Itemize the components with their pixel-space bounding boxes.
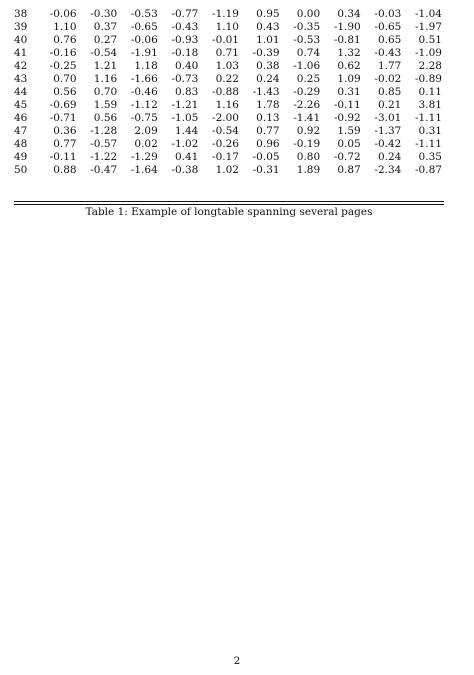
table-cell: -0.30 [90, 8, 118, 20]
table-cell: 0.80 [296, 151, 321, 163]
table-cell: 0.88 [53, 164, 77, 176]
table-cell: -1.97 [415, 21, 442, 33]
table-cell: -1.05 [171, 112, 199, 124]
table-cell: -0.17 [212, 151, 239, 163]
table-cell: -1.11 [415, 138, 442, 150]
row-index: 44 [14, 86, 28, 98]
table-cell: -0.57 [90, 138, 118, 150]
table-cell: -0.38 [171, 164, 199, 176]
table-cell: 0.21 [377, 99, 402, 111]
table-cell: -1.90 [333, 21, 361, 33]
table-cell: 0.27 [93, 34, 118, 46]
table-cell: -0.42 [374, 138, 402, 150]
table-cell: 1.89 [296, 164, 321, 176]
table-cell: -0.35 [293, 21, 321, 33]
table-row [14, 151, 442, 164]
table-cell: -0.54 [90, 47, 118, 59]
table-cell: 1.10 [53, 21, 77, 33]
table-cell: 1.10 [215, 21, 239, 33]
table-cell: 0.71 [215, 47, 239, 59]
table-cell: -1.37 [374, 125, 402, 137]
table-cell: 1.59 [337, 125, 361, 137]
table-cell: -0.87 [415, 164, 442, 176]
table-cell: 0.56 [93, 112, 118, 124]
table-cell: -0.03 [374, 8, 402, 20]
row-index: 46 [14, 112, 28, 124]
table-cell: 3.81 [418, 99, 442, 111]
table-cell: 1.21 [93, 60, 118, 72]
table-cell: 0.24 [377, 151, 402, 163]
table-cell: 0.85 [377, 86, 402, 98]
table-cell: 0.83 [174, 86, 199, 98]
table-cell: -1.66 [130, 73, 158, 85]
table-row [14, 125, 442, 138]
table-cell: 0.22 [215, 73, 239, 85]
table-cell: -0.47 [90, 164, 118, 176]
table-cell: 0.92 [296, 125, 321, 137]
table-cell: 0.13 [256, 112, 280, 124]
table-cell: -0.43 [171, 21, 199, 33]
table-row [14, 138, 442, 151]
table-cell: -1.91 [130, 47, 158, 59]
table-cell: 0.96 [256, 138, 280, 150]
table-row [14, 8, 442, 21]
table-cell: -0.71 [49, 112, 77, 124]
table-cell: -0.93 [171, 34, 199, 46]
table-cell: 0.31 [337, 86, 361, 98]
table-cell: 0.70 [93, 86, 118, 98]
table-cell: -0.16 [49, 47, 77, 59]
table-cell: -1.41 [293, 112, 321, 124]
table-row [14, 73, 442, 86]
table-cell: -0.26 [212, 138, 239, 150]
table-cell: 1.03 [215, 60, 239, 72]
table-cell: 0.70 [53, 73, 77, 85]
table-cell: -1.29 [130, 151, 158, 163]
table-cell: -1.21 [171, 99, 199, 111]
table-cell: -0.89 [415, 73, 442, 85]
row-index: 42 [14, 60, 28, 72]
table-bottom-rule [14, 201, 444, 202]
table-cell: 1.16 [215, 99, 239, 111]
row-index: 38 [14, 8, 28, 20]
table-cell: 1.18 [134, 60, 158, 72]
table-cell: -0.46 [130, 86, 158, 98]
table-row [14, 86, 442, 99]
table-cell: 0.38 [256, 60, 280, 72]
table-cell: 0.37 [93, 21, 118, 33]
table-cell: 0.31 [418, 125, 442, 137]
row-index: 48 [14, 138, 28, 150]
table-cell: 0.62 [337, 60, 361, 72]
table-cell: 0.24 [256, 73, 280, 85]
row-index: 49 [14, 151, 28, 163]
table-cell: 0.74 [296, 47, 321, 59]
row-index: 47 [14, 125, 28, 137]
table-row [14, 47, 442, 60]
table-cell: 0.56 [53, 86, 77, 98]
table-cell: -2.00 [212, 112, 239, 124]
longtable [14, 8, 442, 177]
row-index: 41 [14, 47, 28, 59]
table-row [14, 60, 442, 73]
table-cell: 1.16 [93, 73, 118, 85]
table-cell: 0.87 [337, 164, 361, 176]
table-cell: -3.01 [374, 112, 402, 124]
table-cell: -1.43 [252, 86, 280, 98]
table-cell: -0.72 [333, 151, 361, 163]
table-cell: 2.09 [134, 125, 158, 137]
table-cell: -0.06 [130, 34, 158, 46]
table-cell: -0.43 [374, 47, 402, 59]
table-cell: -1.22 [90, 151, 118, 163]
row-index: 50 [14, 164, 28, 176]
table-cell: 0.43 [256, 21, 280, 33]
table-cell: -0.69 [49, 99, 77, 111]
table-cell: 0.51 [418, 34, 442, 46]
table-cell: -0.73 [171, 73, 199, 85]
table-cell: 1.09 [337, 73, 361, 85]
table-cell: 0.05 [337, 138, 361, 150]
table-cell: -0.31 [252, 164, 280, 176]
table-cell: -0.65 [130, 21, 158, 33]
table-cell: 0.25 [296, 73, 321, 85]
table-cell: -0.11 [49, 151, 77, 163]
table-bottom-rule-double [14, 204, 444, 205]
table-cell: 0.76 [53, 34, 77, 46]
table-cell: 1.77 [377, 60, 402, 72]
row-index: 40 [14, 34, 28, 46]
table-cell: -1.11 [415, 112, 442, 124]
table-cell: 1.59 [93, 99, 118, 111]
table-cell: -0.81 [333, 34, 361, 46]
table-cell: -1.09 [415, 47, 442, 59]
table-cell: 0.00 [296, 8, 321, 20]
table-cell: -0.65 [374, 21, 402, 33]
table-cell: 1.78 [256, 99, 280, 111]
table-cell: -1.12 [130, 99, 158, 111]
table-cell: 1.32 [337, 47, 361, 59]
page-number: 2 [233, 655, 241, 667]
table-cell: -1.64 [130, 164, 158, 176]
table-cell: -1.04 [415, 8, 442, 20]
table-cell: -0.25 [49, 60, 77, 72]
table-cell: -0.75 [130, 112, 158, 124]
table-cell: -2.34 [374, 164, 402, 176]
row-index: 43 [14, 73, 28, 85]
table-cell: 0.11 [418, 86, 442, 98]
table-cell: -0.06 [49, 8, 77, 20]
table-row [14, 21, 442, 34]
table-cell: -0.02 [374, 73, 402, 85]
table-cell: -1.06 [293, 60, 321, 72]
table-cell: -0.11 [333, 99, 361, 111]
table-cell: -0.39 [252, 47, 280, 59]
table-cell: 0.65 [377, 34, 402, 46]
table-row [14, 112, 442, 125]
table-cell: -0.53 [130, 8, 158, 20]
table-cell: -0.05 [252, 151, 280, 163]
table-cell: -0.77 [171, 8, 199, 20]
table-cell: -0.18 [171, 47, 199, 59]
table-cell: 0.40 [174, 60, 199, 72]
table-cell: 1.01 [256, 34, 280, 46]
table-cell: 1.02 [215, 164, 239, 176]
table-cell: 0.77 [256, 125, 280, 137]
table-cell: 0.41 [174, 151, 199, 163]
table-cell: 1.44 [174, 125, 199, 137]
table-cell: 2.28 [418, 60, 442, 72]
table-caption: Table 1: Example of longtable spanning several pages [85, 206, 373, 218]
table-cell: -0.19 [293, 138, 321, 150]
table-row [14, 34, 442, 47]
table-cell: 0.95 [256, 8, 280, 20]
table-cell: -2.26 [293, 99, 321, 111]
row-index: 45 [14, 99, 28, 111]
table-cell: -0.54 [212, 125, 239, 137]
table-cell: -0.53 [293, 34, 321, 46]
table-cell: -0.29 [293, 86, 321, 98]
table-cell: 0.34 [337, 8, 361, 20]
table-cell: -1.02 [171, 138, 199, 150]
table-cell: -1.19 [212, 8, 239, 20]
table-cell: -0.92 [333, 112, 361, 124]
table-row [14, 164, 442, 177]
table-cell: 0.35 [418, 151, 442, 163]
table-cell: -0.88 [212, 86, 239, 98]
table-cell: -1.28 [90, 125, 118, 137]
row-index: 39 [14, 21, 28, 33]
table-cell: 0.77 [53, 138, 77, 150]
table-row [14, 99, 442, 112]
table-cell: 0.36 [53, 125, 77, 137]
table-body [14, 8, 442, 177]
table-cell: -0.01 [212, 34, 239, 46]
table-cell: 0.02 [134, 138, 158, 150]
